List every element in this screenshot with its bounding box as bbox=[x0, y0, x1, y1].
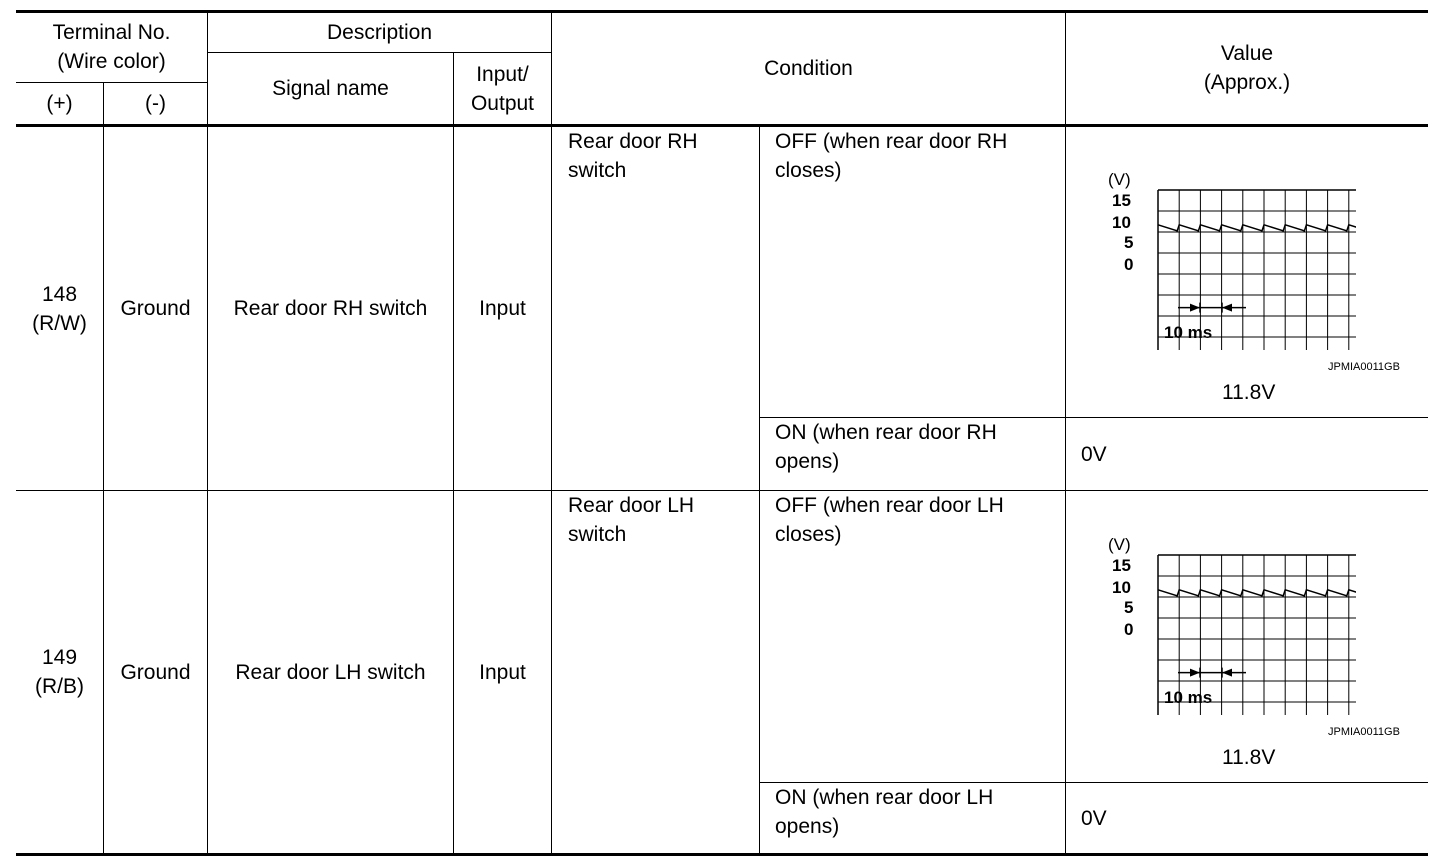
svg-text:5: 5 bbox=[1124, 233, 1134, 252]
condition-line-1: Rear door RH bbox=[568, 130, 698, 153]
wire-color: (R/B) bbox=[35, 675, 84, 698]
header-minus: (-) bbox=[145, 92, 166, 115]
arrow-right-icon bbox=[1190, 304, 1200, 312]
row-149-io: Input bbox=[479, 660, 526, 684]
header-description: Description bbox=[326, 20, 433, 44]
row-149-minus: Ground bbox=[120, 660, 191, 684]
svg-text:10 ms: 10 ms bbox=[1164, 323, 1213, 342]
svg-text:10: 10 bbox=[1112, 578, 1131, 597]
svg-text:15: 15 bbox=[1112, 191, 1131, 210]
row-148-on-value: 0V bbox=[1081, 442, 1107, 466]
svg-text:(V): (V) bbox=[1108, 170, 1131, 189]
row-148-off-value: 11.8V bbox=[1222, 381, 1276, 404]
oscilloscope-graph bbox=[1106, 168, 1356, 350]
svg-text:15: 15 bbox=[1112, 556, 1131, 575]
terminal-table bbox=[16, 10, 1428, 856]
approx-label: (Approx.) bbox=[1203, 71, 1291, 94]
row-148-condition bbox=[568, 127, 758, 490]
input-label: Input/ bbox=[476, 62, 529, 86]
svg-text:10 ms: 10 ms bbox=[1164, 688, 1213, 707]
arrow-left-icon bbox=[1222, 669, 1232, 677]
terminal-no-label: Terminal No. bbox=[52, 21, 171, 44]
off-line-2: closes) bbox=[775, 523, 842, 546]
header-input-output bbox=[454, 53, 551, 124]
row-149-signal: Rear door LH switch bbox=[235, 660, 426, 684]
wire-color-label: (Wire color) bbox=[57, 50, 166, 73]
header-signal-name: Signal name bbox=[272, 77, 389, 100]
row-149-on-value: 0V bbox=[1081, 806, 1107, 830]
row-149-on-condition bbox=[775, 783, 1064, 853]
condition-line-2: switch bbox=[568, 159, 627, 182]
row-149-off-condition bbox=[775, 491, 1064, 782]
oscilloscope-graph bbox=[1106, 533, 1356, 715]
svg-text:5: 5 bbox=[1124, 598, 1134, 617]
condition-line-2: switch bbox=[568, 523, 627, 546]
row-149-waveform bbox=[1106, 533, 1356, 720]
row-148-minus: Ground bbox=[120, 297, 191, 320]
terminal-number: 148 bbox=[41, 282, 78, 306]
on-line-2: opens) bbox=[775, 450, 840, 473]
waveform-trace bbox=[1158, 590, 1356, 596]
off-line-1: OFF (when rear door RH bbox=[775, 130, 1008, 153]
svg-text:0: 0 bbox=[1124, 620, 1134, 639]
row-148-signal: Rear door RH switch bbox=[233, 297, 428, 320]
svg-text:0: 0 bbox=[1124, 255, 1134, 274]
svg-text:10: 10 bbox=[1112, 213, 1131, 232]
value-label: Value bbox=[1220, 42, 1274, 65]
on-line-1: ON (when rear door LH bbox=[775, 786, 994, 809]
row-149-terminal bbox=[16, 491, 103, 853]
output-label: Output bbox=[470, 91, 535, 115]
off-line-2: closes) bbox=[775, 159, 842, 182]
arrow-right-icon bbox=[1190, 669, 1200, 677]
row-149-off-value: 11.8V bbox=[1222, 746, 1276, 769]
off-line-1: OFF (when rear door LH bbox=[775, 494, 1004, 517]
waveform-trace bbox=[1158, 225, 1356, 231]
row-149-figure-code: JPMIA0011GB bbox=[1328, 726, 1400, 738]
terminal-number: 149 bbox=[41, 646, 78, 669]
svg-text:(V): (V) bbox=[1108, 535, 1131, 554]
header-condition: Condition bbox=[764, 56, 853, 80]
row-148-waveform bbox=[1106, 168, 1356, 355]
row-148-figure-code: JPMIA0011GB bbox=[1328, 361, 1400, 373]
header-terminal-no bbox=[16, 12, 207, 82]
on-line-1: ON (when rear door RH bbox=[775, 421, 997, 444]
condition-line-1: Rear door LH bbox=[568, 494, 695, 517]
on-line-2: opens) bbox=[775, 815, 840, 838]
header-value bbox=[1066, 12, 1428, 124]
wire-color: (R/W) bbox=[32, 311, 87, 335]
arrow-left-icon bbox=[1222, 304, 1232, 312]
row-148-off-condition bbox=[775, 127, 1064, 417]
row-149-condition bbox=[568, 491, 758, 853]
row-148-on-condition bbox=[775, 418, 1064, 490]
header-plus: (+) bbox=[46, 92, 73, 115]
row-148-io: Input bbox=[479, 297, 526, 320]
row-148-terminal bbox=[16, 127, 103, 490]
